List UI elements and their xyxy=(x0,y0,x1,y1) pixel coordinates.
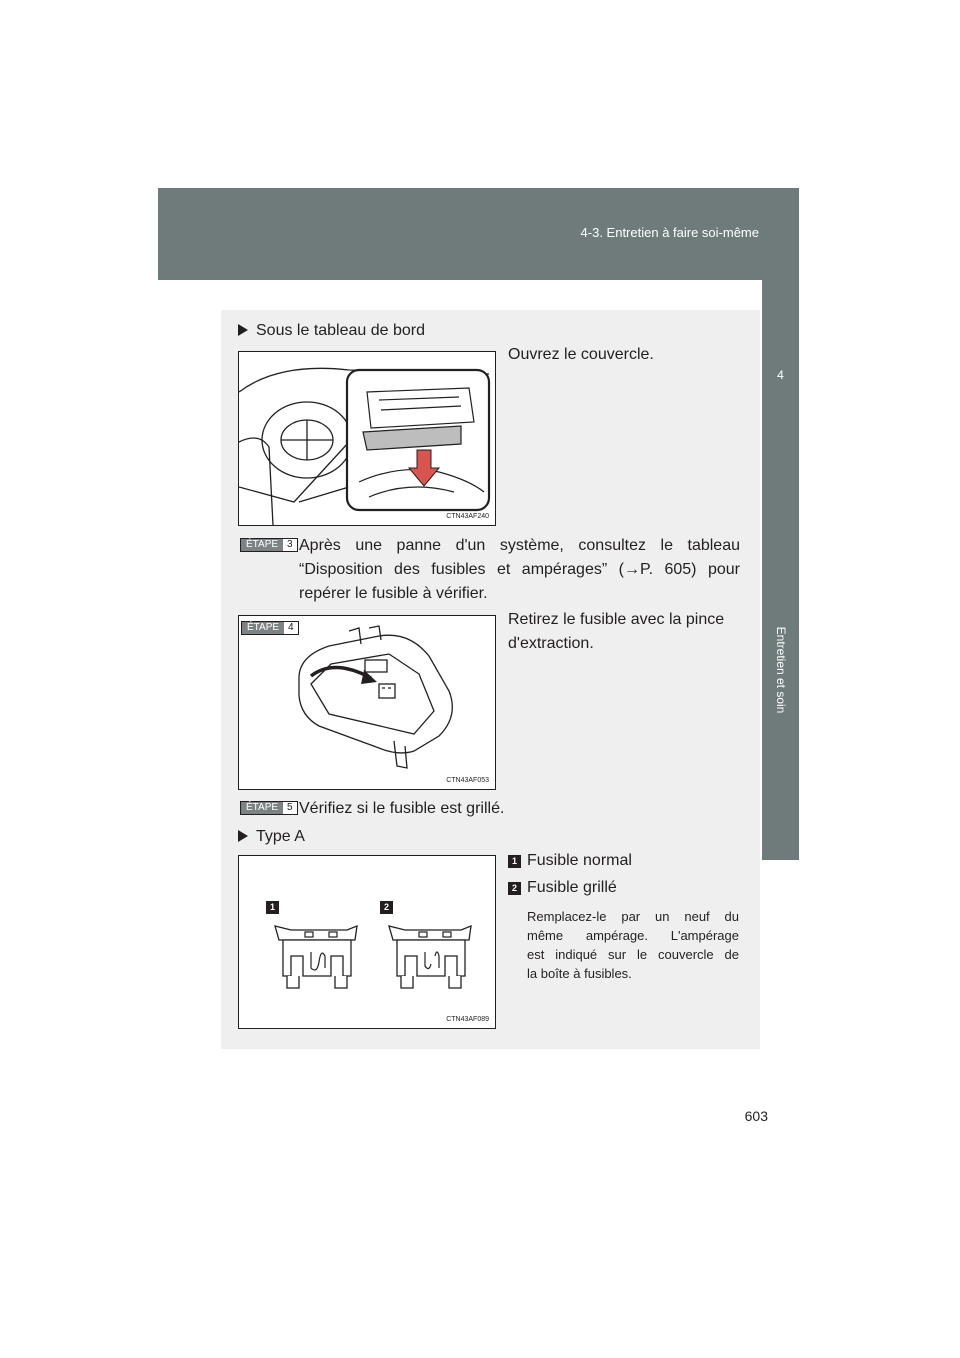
fuse-box-illustration xyxy=(239,616,495,789)
bullet-arrow-icon xyxy=(238,830,248,842)
step-3-line-2: “Disposition des fusibles et ampérages” (→P. 605) pour xyxy=(299,561,740,578)
dashboard-illustration xyxy=(239,352,495,525)
chapter-side-tab xyxy=(762,280,799,860)
under-dash-heading: Sous le tableau de bord xyxy=(238,319,425,343)
open-cover-instruction: Ouvrez le couvercle. xyxy=(508,346,654,363)
callout-1-badge: 1 xyxy=(266,901,279,914)
step-4-figure-badge: ÉTAPE 4 xyxy=(241,621,299,635)
item-2-badge: 2 xyxy=(508,882,521,895)
figure-code-089: CTN43AF089 xyxy=(446,1016,489,1023)
step-5-text: Vérifiez si le fusible est grillé. xyxy=(299,800,505,817)
step-4-line-2: d'extraction. xyxy=(508,635,594,652)
note-line-1: Remplacez-le par un neuf du xyxy=(527,909,739,924)
fuse-types-illustration xyxy=(239,856,495,1028)
figure-fuse-removal xyxy=(238,615,496,790)
step-4-line-1: Retirez le fusible avec la pince xyxy=(508,611,725,628)
figure-under-dash xyxy=(238,351,496,526)
item-2-blown-fuse: 2 Fusible grillé xyxy=(508,876,617,900)
bullet-arrow-icon xyxy=(238,324,248,336)
step-3-line-1: Après une panne d'un système, consultez le tableau xyxy=(299,537,740,554)
figure-code-240: CTN43AF240 xyxy=(446,513,489,520)
content-panel xyxy=(221,310,760,1049)
callout-2-badge: 2 xyxy=(380,901,393,914)
item-1-normal-fuse: 1 Fusible normal xyxy=(508,849,632,873)
figure-code-053: CTN43AF053 xyxy=(446,777,489,784)
step-3-line-3: repérer le fusible à vérifier. xyxy=(299,585,488,602)
page-number: 603 xyxy=(744,1108,768,1124)
step-5-badge: ÉTAPE 5 xyxy=(240,801,298,815)
step-3-badge: ÉTAPE 3 xyxy=(240,538,298,552)
section-header-band xyxy=(158,188,799,280)
note-line-4: la boîte à fusibles. xyxy=(527,966,632,981)
note-line-2: même ampérage. L'ampérage xyxy=(527,928,739,943)
note-line-3: est indiqué sur le couvercle de xyxy=(527,947,739,962)
figure-fuse-types xyxy=(238,855,496,1029)
chapter-title: Entretien et soin xyxy=(773,626,788,714)
item-1-badge: 1 xyxy=(508,855,521,868)
type-a-heading: Type A xyxy=(238,825,305,849)
section-title: 4-3. Entretien à faire soi-même xyxy=(580,225,759,240)
chapter-number: 4 xyxy=(777,368,784,382)
